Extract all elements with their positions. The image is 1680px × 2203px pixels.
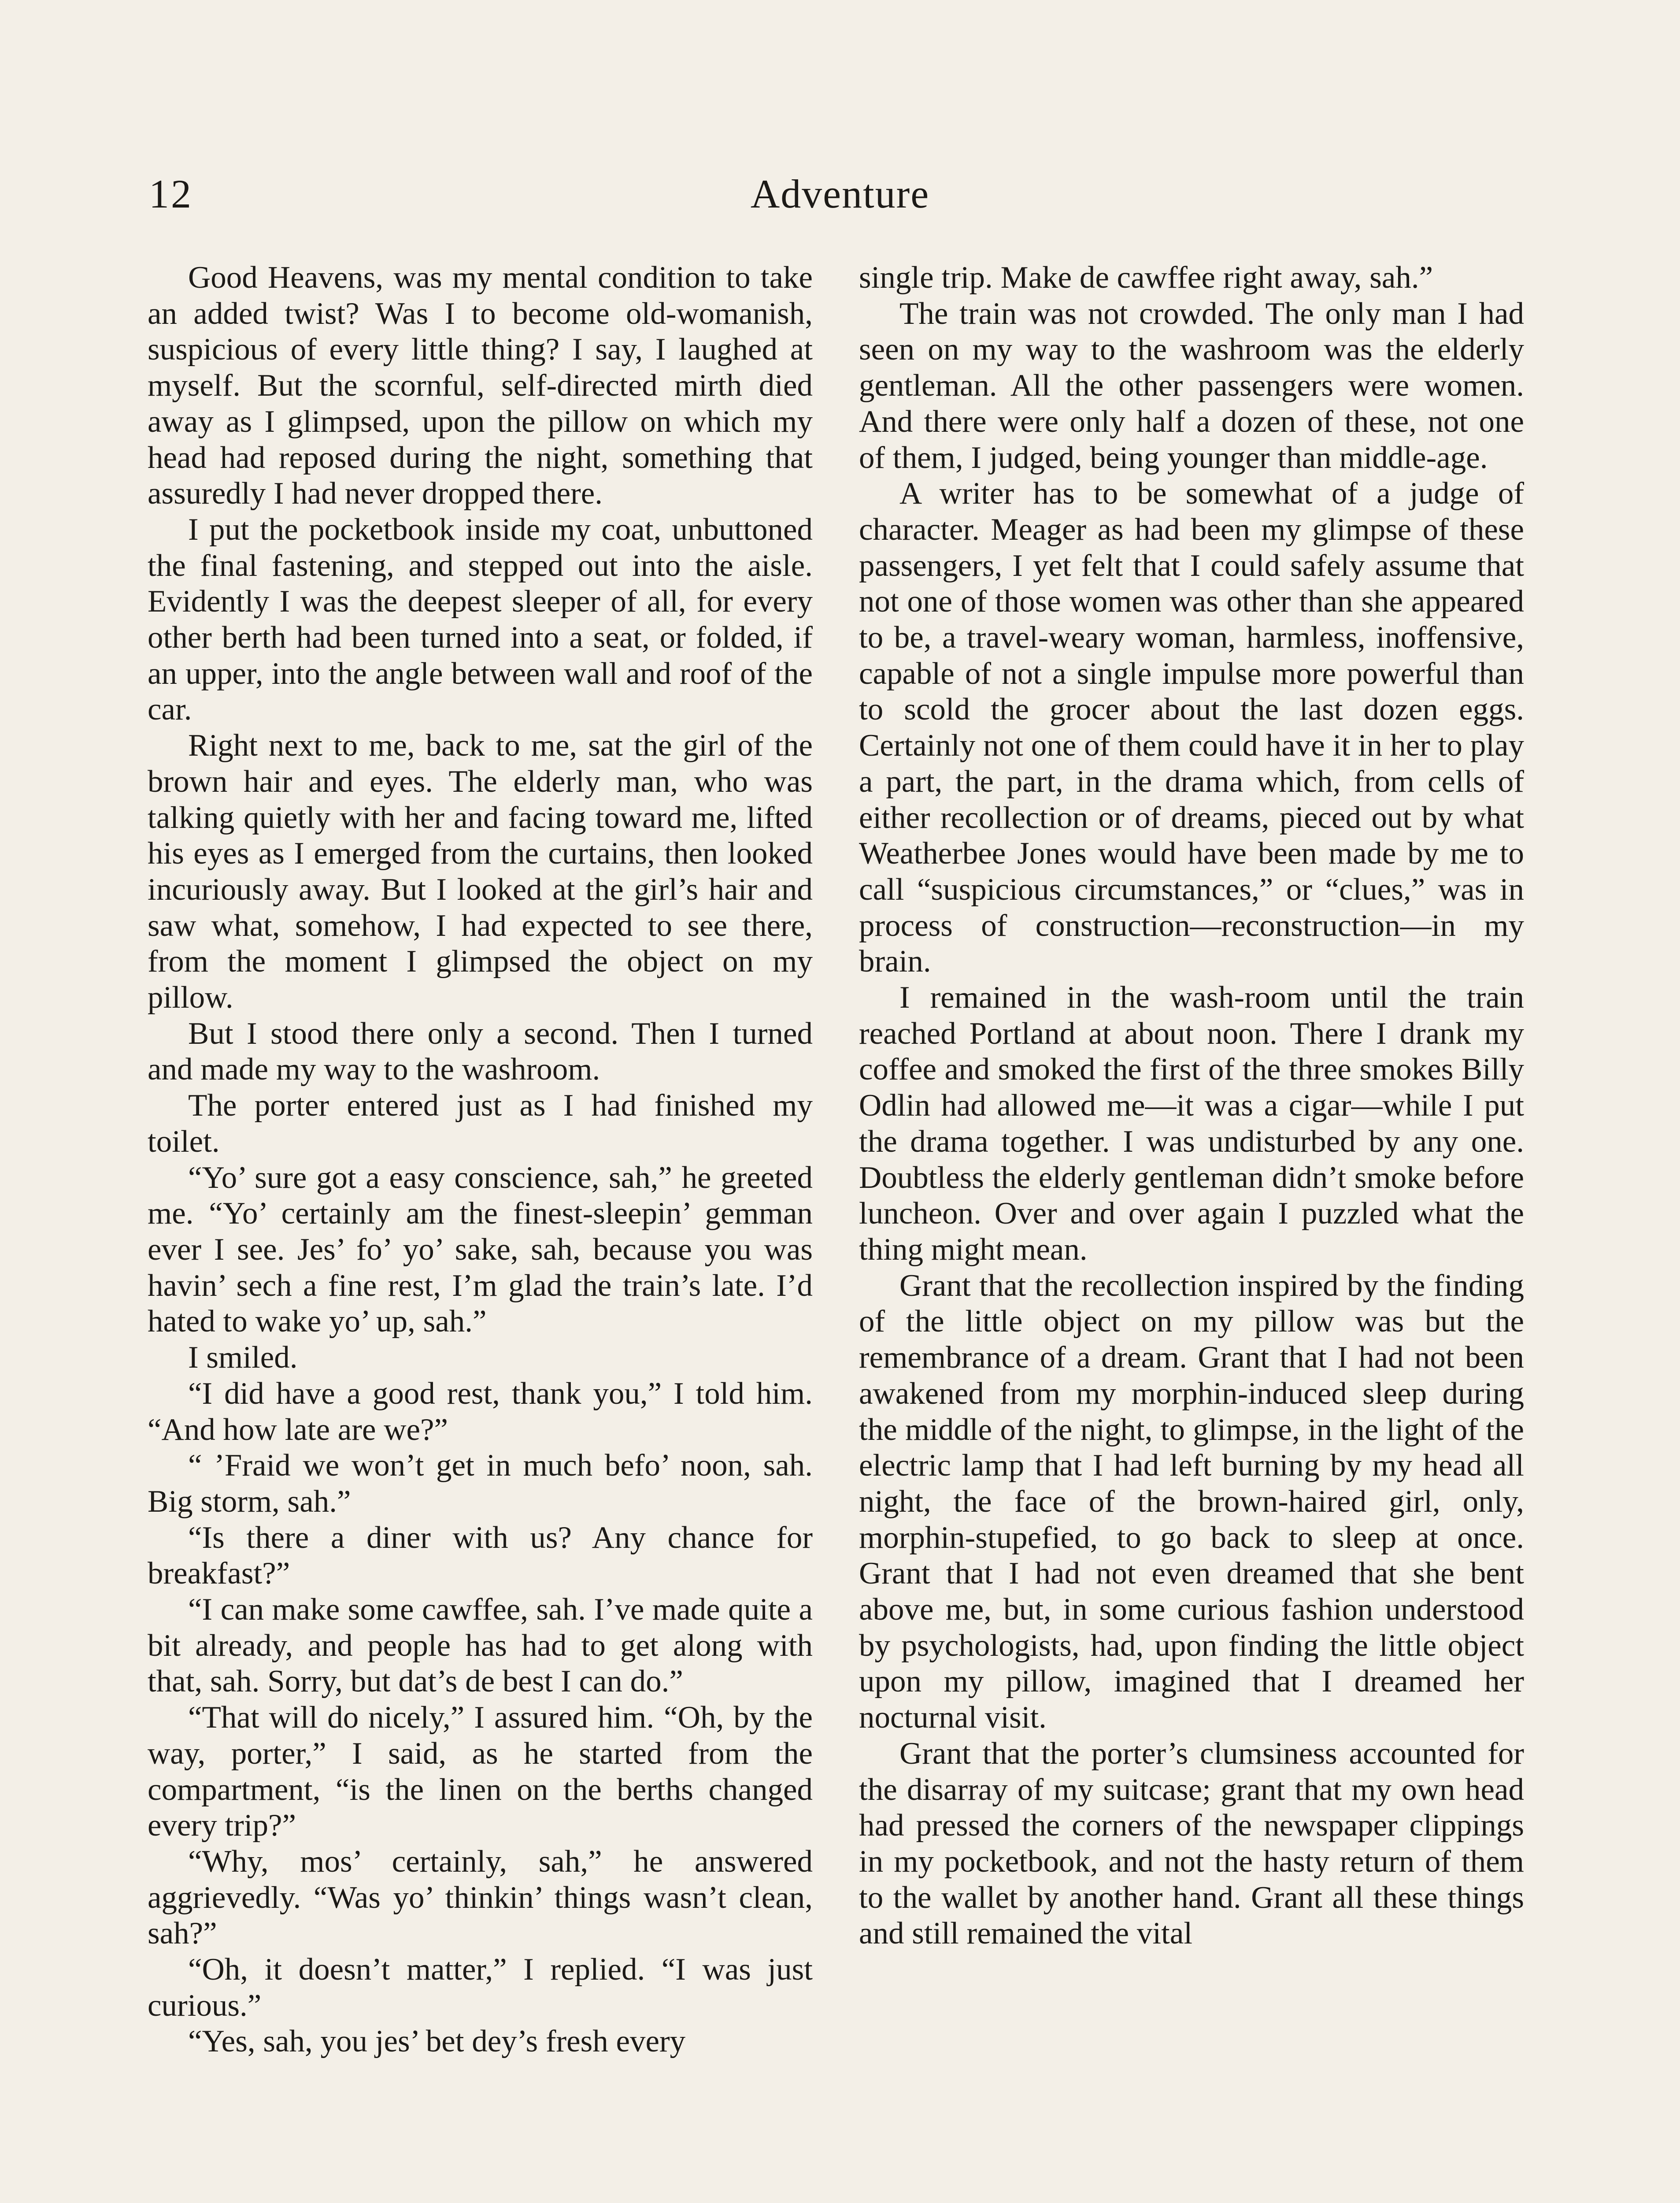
page-number: 12 bbox=[149, 171, 193, 216]
paragraph: A writer has to be somewhat of a judge of character. Meager as had been my glimpse of these passengers, I yet felt that I could safely assume that not one of those women was other than she appeared to be, a travel-weary woman, harmless, inoffensive, capable of not a single impulse more powerful than to scold the grocer about the last dozen eggs. Certainly not one of them could have it in her to play a part, the part, in the drama which, from cells of either recollection or of dreams, pieced out by what Weatherbee Jones would have been made by me to call “suspicious circumstances,” or “clues,” was in process of construction—reconstruction—in my brain. bbox=[859, 476, 1524, 979]
paragraph: The porter entered just as I had finished my toilet. bbox=[148, 1088, 813, 1159]
paragraph: But I stood there only a second. Then I turned and made my way to the washroom. bbox=[148, 1016, 813, 1087]
paragraph-continuation: single trip. Make de cawffee right away, sah.” bbox=[859, 260, 1433, 295]
paragraph: “That will do nicely,” I assured him. “Oh, by the way, porter,” I said, as he started from the compartment, “is the linen on the berths changed every trip?” bbox=[148, 1700, 813, 1843]
paragraph: The train was not crowded. The only man I had seen on my way to the washroom was the elderly gentleman. All the other passengers were women. And there were only half a dozen of these, not one of them, I judged, being younger than middle-age. bbox=[859, 296, 1524, 475]
paragraph: I remained in the wash-room until the train reached Portland at about noon. There I drank my coffee and smoked the first of the three smokes Billy Odlin had allowed me—it was a cigar—while I put the drama together. I was undisturbed by any one. Doubtless the elderly gentleman didn’t smoke before luncheon. Over and over again I puzzled what the thing might mean. bbox=[859, 980, 1524, 1267]
magazine-title: Adventure bbox=[750, 171, 930, 216]
paragraph: Right next to me, back to me, sat the girl of the brown hair and eyes. The elderly man, who was talking quietly with her and facing toward me, lifted his eyes as I emerged from the curtains, then looked incuriously away. But I looked at the girl’s hair and saw what, somehow, I had expected to see there, from the moment I glimpsed the object on my pillow. bbox=[148, 728, 813, 1015]
paragraph: “Is there a diner with us? Any chance for breakfast?” bbox=[148, 1520, 813, 1591]
paragraph: “I did have a good rest, thank you,” I told him. “And how late are we?” bbox=[148, 1376, 813, 1447]
paragraph: “Oh, it doesn’t matter,” I replied. “I was just curious.” bbox=[148, 1952, 813, 2023]
paragraph: “I can make some cawffee, sah. I’ve made quite a bit already, and people has had to get along with that, sah. Sorry, but dat’s de best I can do.” bbox=[148, 1592, 813, 1699]
paragraph: “Yes, sah, you jes’ bet dey’s fresh every bbox=[188, 2024, 686, 2059]
running-head bbox=[0, 167, 1680, 220]
left-column bbox=[148, 260, 813, 2060]
right-column bbox=[859, 260, 1524, 1952]
paragraph: Grant that the recollection inspired by the finding of the little object on my pillow was but the remembrance of a dream. Grant that I had not been awakened from my morphin-induced sleep during the middle of the night, to glimpse, in the light of the electric lamp that I had left burning by my head all night, the face of the brown-haired girl, only, morphin-stupefied, to go back to sleep at once. Grant that I had not even dreamed that she bent above me, but, in some curious fashion understood by psychologists, had, upon finding the little object upon my pillow, imagined that I dreamed her nocturnal visit. bbox=[859, 1268, 1524, 1735]
paragraph: “Why, mos’ certainly, sah,” he answered aggrievedly. “Was yo’ thinkin’ things wasn’t clean, sah?” bbox=[148, 1844, 813, 1951]
paragraph: I smiled. bbox=[188, 1340, 298, 1375]
paragraph: “Yo’ sure got a easy conscience, sah,” he greeted me. “Yo’ certainly am the finest-sleepin’ gemman ever I see. Jes’ fo’ yo’ sake, sah, because you was havin’ sech a fine rest, I’m glad the train’s late. I’d hated to wake yo’ up, sah.” bbox=[148, 1160, 813, 1339]
paragraph: Good Heavens, was my mental condition to take an added twist? Was I to become old-womanish, suspicious of every little thing? I say, I laughed at myself. But the scornful, self-directed mirth died away as I glimpsed, upon the pillow on which my head had reposed during the night, something that assuredly I had never dropped there. bbox=[148, 260, 813, 511]
paragraph: Grant that the porter’s clumsiness accounted for the disarray of my suitcase; grant that my own head had pressed the corners of the newspaper clippings in my pocketbook, and not the hasty return of them to the wallet by another hand. Grant all these things and still remained the vital bbox=[859, 1736, 1524, 1951]
paragraph: “ ’Fraid we won’t get in much befo’ noon, sah. Big storm, sah.” bbox=[148, 1448, 813, 1519]
paragraph: I put the pocketbook inside my coat, unbuttoned the final fastening, and stepped out into the aisle. Evidently I was the deepest sleeper of all, for every other berth had been turned into a seat, or folded, if an upper, into the angle between wall and roof of the car. bbox=[148, 512, 813, 727]
